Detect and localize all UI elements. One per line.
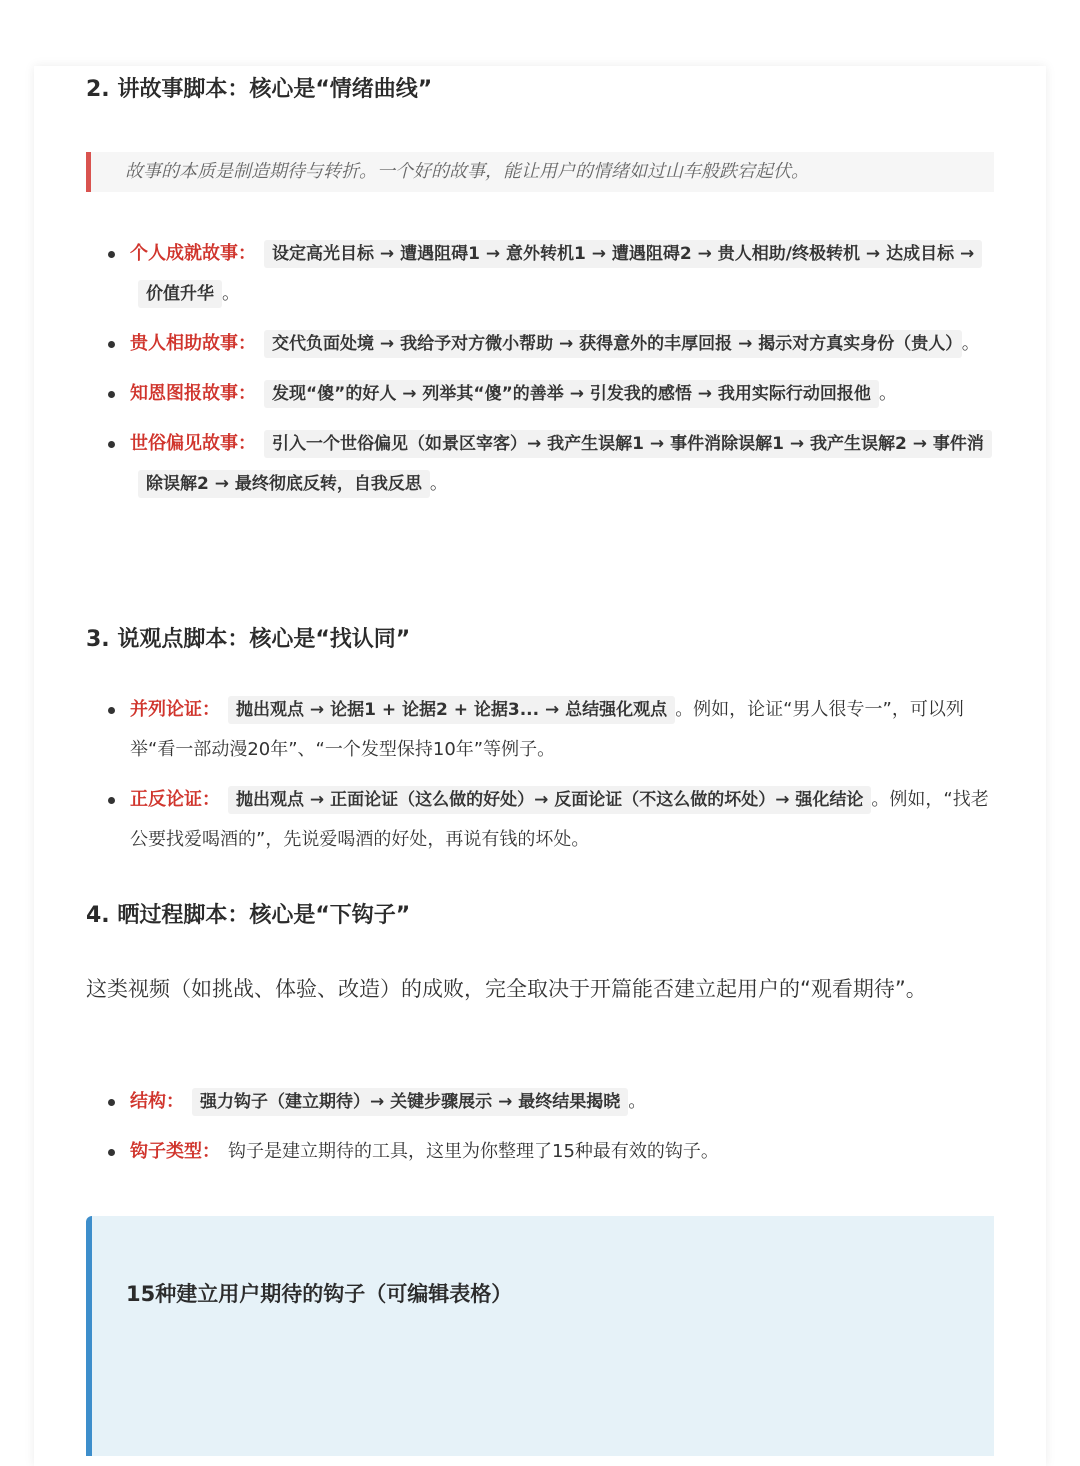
- item-label: 贵人相助故事：: [130, 333, 256, 354]
- item-label: 结构：: [130, 1091, 184, 1112]
- item-label: 正反论证：: [130, 789, 220, 810]
- process-list: [86, 1082, 994, 1172]
- list-item: [86, 690, 994, 770]
- flow-code: 发现“傻”的好人 → 列举其“傻”的善举 → 引发我的感悟 → 我用实际行动回报他: [264, 380, 879, 408]
- callout-title: 15种建立用户期待的钩子（可编辑表格）: [126, 1282, 513, 1306]
- flow-code: 设定高光目标 → 遭遇阻碍1 → 意外转机1 → 遭遇阻碍2 → 贵人相助/终极转机 → 达成目标 → 价值升华: [138, 240, 982, 308]
- item-label: 世俗偏见故事：: [130, 433, 256, 454]
- list-item: [86, 324, 994, 364]
- hooks-table-callout: [86, 1216, 994, 1456]
- flow-code: 交代负面处境 → 我给予对方微小帮助 → 获得意外的丰厚回报 → 揭示对方真实身份（贵人）: [264, 330, 962, 358]
- item-label: 个人成就故事：: [130, 243, 256, 264]
- list-item: [86, 374, 994, 414]
- section-heading-opinion: 3. 说观点脚本：核心是“找认同”: [86, 627, 411, 652]
- item-tail: 。: [878, 383, 897, 404]
- item-tail: 。: [961, 333, 980, 354]
- flow-code: 引入一个世俗偏见（如景区宰客）→ 我产生误解1 → 事件消除误解1 → 我产生误解2 → 事件消除误解2 → 最终彻底反转，自我反思: [138, 430, 992, 498]
- list-item: [86, 1082, 994, 1122]
- blockquote: [86, 152, 994, 192]
- quote-text: 故事的本质是制造期待与转折。一个好的故事，能让用户的情绪如过山车般跌宕起伏。: [125, 161, 809, 182]
- item-tail: 。: [429, 473, 448, 494]
- list-item: [86, 424, 994, 504]
- list-item: [86, 1132, 994, 1172]
- section-heading-process: 4. 晒过程脚本：核心是“下钩子”: [86, 903, 411, 928]
- item-tail: 。例如，论证“男人很专一”，可以列举“看一部动漫20年”、“一个发型保持10年”等例子。: [130, 699, 964, 760]
- item-label: 并列论证：: [130, 699, 220, 720]
- item-tail: 。: [628, 1091, 647, 1112]
- item-label: 知恩图报故事：: [130, 383, 256, 404]
- item-tail: 。例如，“找老公要找爱喝酒的”，先说爱喝酒的好处，再说有钱的坏处。: [130, 789, 989, 850]
- flow-code: 强力钩子（建立期待）→ 关键步骤展示 → 最终结果揭晓: [192, 1088, 628, 1116]
- flow-code: 抛出观点 → 论据1 + 论据2 + 论据3... → 总结强化观点: [228, 696, 675, 724]
- story-types-list: [86, 234, 994, 504]
- item-label: 钩子类型：: [130, 1141, 220, 1162]
- section-heading-storytelling: 2. 讲故事脚本：核心是“情绪曲线”: [86, 77, 433, 102]
- list-item: [86, 780, 994, 860]
- section-paragraph: 这类视频（如挑战、体验、改造）的成败，完全取决于开篇能否建立起用户的“观看期待”。: [86, 977, 927, 1001]
- item-text: 钩子是建立期待的工具，这里为你整理了15种最有效的钩子。: [228, 1141, 719, 1162]
- list-item: [86, 234, 994, 314]
- flow-code: 抛出观点 → 正面论证（这么做的好处）→ 反面论证（不这么做的坏处）→ 强化结论: [228, 786, 871, 814]
- item-tail: 。: [222, 283, 240, 304]
- opinion-types-list: [86, 690, 994, 860]
